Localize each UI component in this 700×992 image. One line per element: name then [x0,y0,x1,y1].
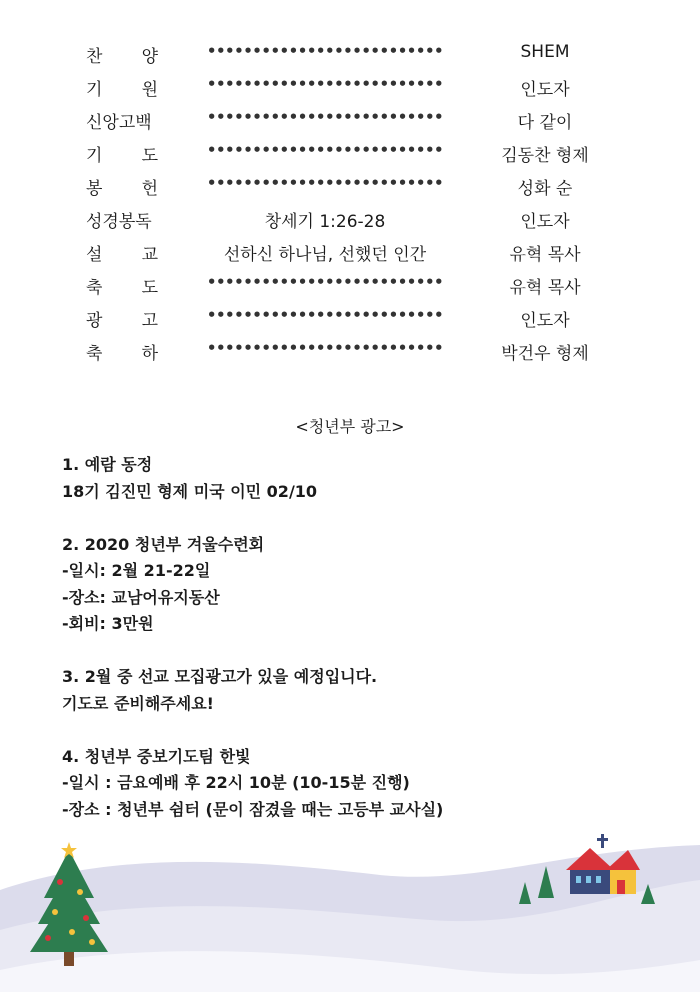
dot-leader: •••••••••••••••••••••••••• [206,75,444,93]
dot-leader: •••••••••••••••••••••••••• [206,273,444,291]
order-row [0,141,700,174]
ad-1-title: 1. 예람 동정 [62,455,153,474]
order-person: 다 같이 [517,113,573,133]
order-person: SHEM [520,42,570,62]
order-person: 유혁 목사 [509,245,581,265]
ad-2-date: -일시: 2월 21-22일 [62,561,211,580]
order-person: 인도자 [520,80,570,100]
dot-leader: •••••••••••••••••••••••••• [206,339,444,357]
ads-section [62,452,443,823]
order-label: 신앙고백 [86,113,152,133]
order-label: 축 도 [86,278,158,298]
order-row [0,339,700,372]
order-content: 선하신 하나님, 선했던 인간 [223,245,427,265]
dot-leader: •••••••••••••••••••••••••• [206,306,444,324]
ad-2-place: -장소: 교남어유지동산 [62,587,220,607]
order-person: 김동찬 형제 [501,146,589,166]
order-row [0,174,700,207]
order-person: 유혁 목사 [509,278,581,298]
ad-2-fee: -회비: 3만원 [62,614,154,633]
church-icon [566,834,640,894]
order-row [0,306,700,339]
dot-leader: •••••••••••••••••••••••••• [206,141,444,159]
ad-4-title: 4. 청년부 중보기도팀 한빛 [62,746,251,766]
dot-leader: •••••••••••••••••••••••••• [206,108,444,126]
ad-4-place: -장소 : 청년부 쉼터 (문이 잠겼을 때는 고등부 교사실) [62,799,444,819]
order-label: 기 도 [86,146,158,166]
order-label: 설 교 [86,245,158,265]
order-of-service [0,42,700,372]
order-label: 광 고 [86,311,158,331]
order-row [0,273,700,306]
order-row [0,75,700,108]
order-label: 기 원 [86,80,158,100]
ads-title: <청년부 광고> [295,417,405,436]
ad-2-title: 2. 2020 청년부 겨울수련회 [62,534,265,554]
order-row [0,207,700,240]
order-person: 박건우 형제 [501,344,589,364]
order-label: 봉 헌 [86,179,158,199]
dot-leader: •••••••••••••••••••••••••• [206,174,444,192]
order-label: 성경봉독 [86,212,152,232]
winter-scene-illustration [0,820,700,992]
ad-1-line: 18기 김진민 형제 미국 이민 02/10 [62,481,318,501]
order-row [0,42,700,75]
order-person: 인도자 [520,212,570,232]
order-label: 찬 양 [86,47,158,67]
dot-leader: •••••••••••••••••••••••••• [206,42,444,60]
order-label: 축 하 [86,344,158,364]
order-row [0,240,700,273]
ad-3-line: 기도로 준비해주세요! [62,693,214,713]
order-person: 인도자 [520,311,570,331]
order-content: 창세기 1:26-28 [264,212,386,232]
ad-4-date: -일시 : 금요예배 후 22시 10분 (10-15분 진행) [62,773,410,792]
order-row [0,108,700,141]
order-person: 성화 순 [517,179,573,199]
ad-3-title: 3. 2월 중 선교 모집광고가 있을 예정입니다. [62,667,378,686]
